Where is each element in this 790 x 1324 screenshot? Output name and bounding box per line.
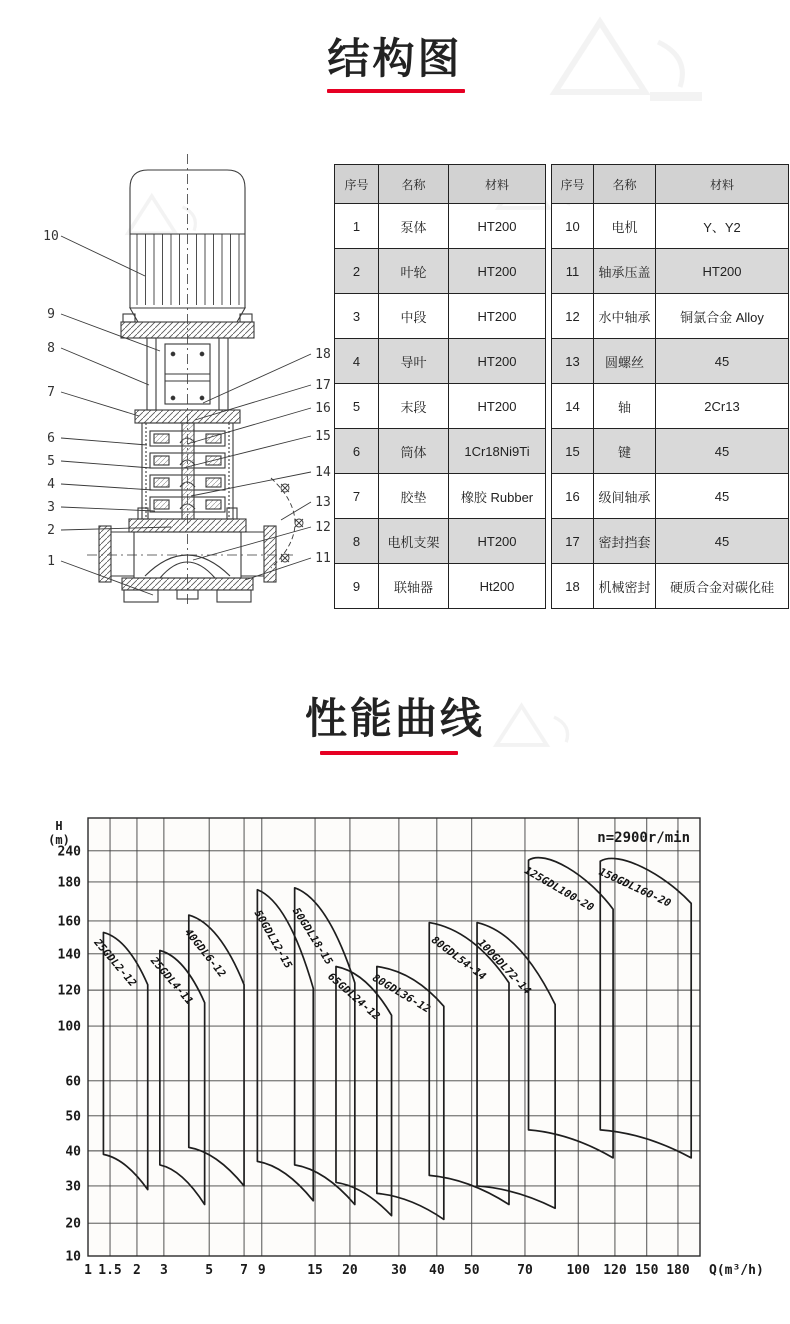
y-tick-label: 180 <box>57 875 81 891</box>
table-cell: 45 <box>656 519 789 564</box>
table-row <box>335 474 546 519</box>
table-cell: 15 <box>552 429 594 474</box>
table-cell: 水中轴承 <box>594 294 656 339</box>
table-cell: 联轴器 <box>379 564 449 609</box>
table-cell: 4 <box>335 339 379 384</box>
table-cell: 6 <box>335 429 379 474</box>
y-tick-label: 60 <box>65 1074 81 1090</box>
table-row <box>552 429 789 474</box>
table-row <box>552 204 789 249</box>
y-axis-title: (m) <box>48 833 70 847</box>
speed-annotation: n=2900r/min <box>597 830 690 846</box>
table-cell: 8 <box>335 519 379 564</box>
column-header: 名称 <box>594 165 656 204</box>
table-cell: HT200 <box>449 519 546 564</box>
table-cell: 圆螺丝 <box>594 339 656 384</box>
part-callout: 3 <box>47 500 55 515</box>
pump-curve-label: 80GDL36-12 <box>370 972 433 1016</box>
x-tick-label: 1.5 <box>98 1263 122 1278</box>
pump-structure-diagram <box>35 148 335 621</box>
pump-curve-label: 65GDL24-12 <box>325 970 383 1023</box>
table-cell: 11 <box>552 249 594 294</box>
column-header: 材料 <box>449 165 546 204</box>
y-tick-label: 120 <box>57 983 81 999</box>
table-cell: 1Cr18Ni9Ti <box>449 429 546 474</box>
part-callout: 18 <box>315 347 331 362</box>
chart-plot-area <box>88 818 700 1256</box>
x-tick-label: 2 <box>133 1263 141 1278</box>
table-cell: 机械密封 <box>594 564 656 609</box>
callout-leader <box>61 392 139 416</box>
x-tick-label: 50 <box>463 1263 480 1278</box>
callout-leader <box>61 438 147 445</box>
table-row <box>552 519 789 564</box>
table-cell: 硬质合金对碳化硅 <box>656 564 789 609</box>
x-tick-label: 70 <box>517 1263 533 1278</box>
part-callout: 16 <box>315 401 331 416</box>
x-tick-label: 5 <box>205 1263 214 1278</box>
pump-drawing <box>35 148 335 616</box>
table-cell: 16 <box>552 474 594 519</box>
table-cell: 45 <box>656 429 789 474</box>
callout-leader <box>61 348 149 385</box>
x-tick-label: 40 <box>429 1263 445 1278</box>
y-tick-label: 10 <box>65 1249 81 1265</box>
pump-curve-label: 50GDL12-15 <box>251 908 295 971</box>
table-cell: HT200 <box>449 249 546 294</box>
performance-title: 性能曲线 <box>304 695 485 742</box>
table-cell: HT200 <box>449 294 546 339</box>
x-tick-label: 150 <box>635 1263 659 1278</box>
table-cell: 密封挡套 <box>594 519 656 564</box>
table-cell: 橡胶 Rubber <box>449 474 546 519</box>
table-row <box>335 204 546 249</box>
callout-leader <box>61 484 153 490</box>
table-cell: 键 <box>594 429 656 474</box>
callout-leader <box>61 236 145 276</box>
x-tick-label: 180 <box>666 1263 690 1278</box>
table-cell: 2Cr13 <box>656 384 789 429</box>
x-tick-label: 100 <box>566 1263 590 1278</box>
y-tick-label: 50 <box>65 1109 81 1125</box>
part-callout: 4 <box>47 477 55 492</box>
x-tick-label: 30 <box>391 1263 407 1278</box>
y-tick-label: 240 <box>57 844 81 860</box>
table-cell: 3 <box>335 294 379 339</box>
column-header: 材料 <box>656 165 789 204</box>
callout-leader <box>281 502 311 520</box>
table-cell: 电机支架 <box>379 519 449 564</box>
table-row <box>335 384 546 429</box>
column-header: 名称 <box>379 165 449 204</box>
x-tick-label: 1 <box>84 1263 92 1278</box>
x-tick-label: 15 <box>307 1263 323 1278</box>
table-cell: 17 <box>552 519 594 564</box>
performance-title-underline <box>320 751 458 755</box>
structure-title: 结构图 <box>327 35 463 82</box>
table-cell: 12 <box>552 294 594 339</box>
table-row <box>335 519 546 564</box>
pump-curve-label: 150GDL160-20 <box>596 865 673 910</box>
table-row <box>552 384 789 429</box>
pump-curve-label: 40GDL6-12 <box>182 926 229 980</box>
table-row <box>552 564 789 609</box>
parts-table-half <box>551 164 789 609</box>
callout-leader <box>183 436 311 468</box>
parts-table-half <box>334 164 546 609</box>
parts-table <box>334 164 789 609</box>
table-cell: 电机 <box>594 204 656 249</box>
table-cell: 轴 <box>594 384 656 429</box>
table-row <box>552 294 789 339</box>
y-tick-label: 100 <box>57 1019 81 1035</box>
x-tick-label: 120 <box>603 1263 627 1278</box>
table-row <box>552 474 789 519</box>
table-cell: 9 <box>335 564 379 609</box>
table-cell: 2 <box>335 249 379 294</box>
column-header: 序号 <box>335 165 379 204</box>
table-cell: 14 <box>552 384 594 429</box>
pump-curve-label: 50GDL18-15 <box>289 905 335 968</box>
column-header: 序号 <box>552 165 594 204</box>
table-cell: 泵体 <box>379 204 449 249</box>
pump-curve-label: 25GDL2-12 <box>91 936 139 990</box>
part-callout: 5 <box>47 454 55 469</box>
part-callout: 12 <box>315 520 331 535</box>
table-cell: 45 <box>656 474 789 519</box>
y-tick-label: 30 <box>65 1179 81 1195</box>
part-callout: 2 <box>47 523 55 538</box>
table-row <box>335 249 546 294</box>
table-cell: 1 <box>335 204 379 249</box>
y-axis-title: H <box>55 819 63 833</box>
pump-curve-label: 25GDL4-11 <box>148 954 196 1008</box>
table-cell: 级间轴承 <box>594 474 656 519</box>
y-tick-label: 40 <box>65 1144 81 1160</box>
part-callout: 8 <box>47 341 55 356</box>
table-row <box>335 564 546 609</box>
table-cell: 轴承压盖 <box>594 249 656 294</box>
part-callout: 15 <box>315 429 331 444</box>
x-tick-label: 20 <box>342 1263 358 1278</box>
x-tick-label: 7 <box>240 1263 248 1278</box>
part-callout: 14 <box>315 465 331 480</box>
callout-leader <box>245 558 311 580</box>
table-row <box>335 294 546 339</box>
pump-curve-label: 80GDL54-14 <box>428 934 489 983</box>
table-cell: 铜氯合金 Alloy <box>656 294 789 339</box>
table-cell: 末段 <box>379 384 449 429</box>
x-tick-label: 9 <box>257 1263 266 1278</box>
x-axis-title: Q(m³/h) <box>709 1263 764 1278</box>
table-row <box>335 429 546 474</box>
table-cell: 5 <box>335 384 379 429</box>
table-row <box>552 339 789 384</box>
table-cell: 45 <box>656 339 789 384</box>
table-cell: 导叶 <box>379 339 449 384</box>
table-cell: 中段 <box>379 294 449 339</box>
table-cell: HT200 <box>449 204 546 249</box>
table-cell: HT200 <box>449 339 546 384</box>
table-cell: 叶轮 <box>379 249 449 294</box>
table-cell: Y、Y2 <box>656 204 789 249</box>
y-tick-label: 160 <box>57 914 81 930</box>
part-callout: 17 <box>315 378 331 393</box>
performance-chart <box>25 810 770 1315</box>
table-row <box>552 249 789 294</box>
table-row <box>335 339 546 384</box>
table-cell: HT200 <box>449 384 546 429</box>
part-callout: 7 <box>47 385 55 400</box>
part-callout: 10 <box>43 229 59 244</box>
table-cell: 7 <box>335 474 379 519</box>
callout-leader <box>61 461 151 468</box>
table-cell: Ht200 <box>449 564 546 609</box>
table-cell: 13 <box>552 339 594 384</box>
pump-curve-label: 100GDL72-14 <box>475 936 534 998</box>
x-tick-label: 3 <box>159 1263 168 1278</box>
part-callout: 6 <box>47 431 55 446</box>
part-callout: 13 <box>315 495 331 510</box>
pump-curve-label: 125GDL100-20 <box>522 864 596 915</box>
y-tick-label: 20 <box>65 1216 81 1232</box>
table-cell: HT200 <box>656 249 789 294</box>
part-callout: 1 <box>47 554 55 569</box>
table-cell: 10 <box>552 204 594 249</box>
table-cell: 18 <box>552 564 594 609</box>
structure-title-underline <box>327 89 465 93</box>
table-cell: 胶垫 <box>379 474 449 519</box>
callout-leader <box>195 385 311 420</box>
table-cell: 筒体 <box>379 429 449 474</box>
part-callout: 11 <box>315 551 331 566</box>
part-callout: 9 <box>47 307 55 322</box>
y-tick-label: 140 <box>57 947 81 963</box>
